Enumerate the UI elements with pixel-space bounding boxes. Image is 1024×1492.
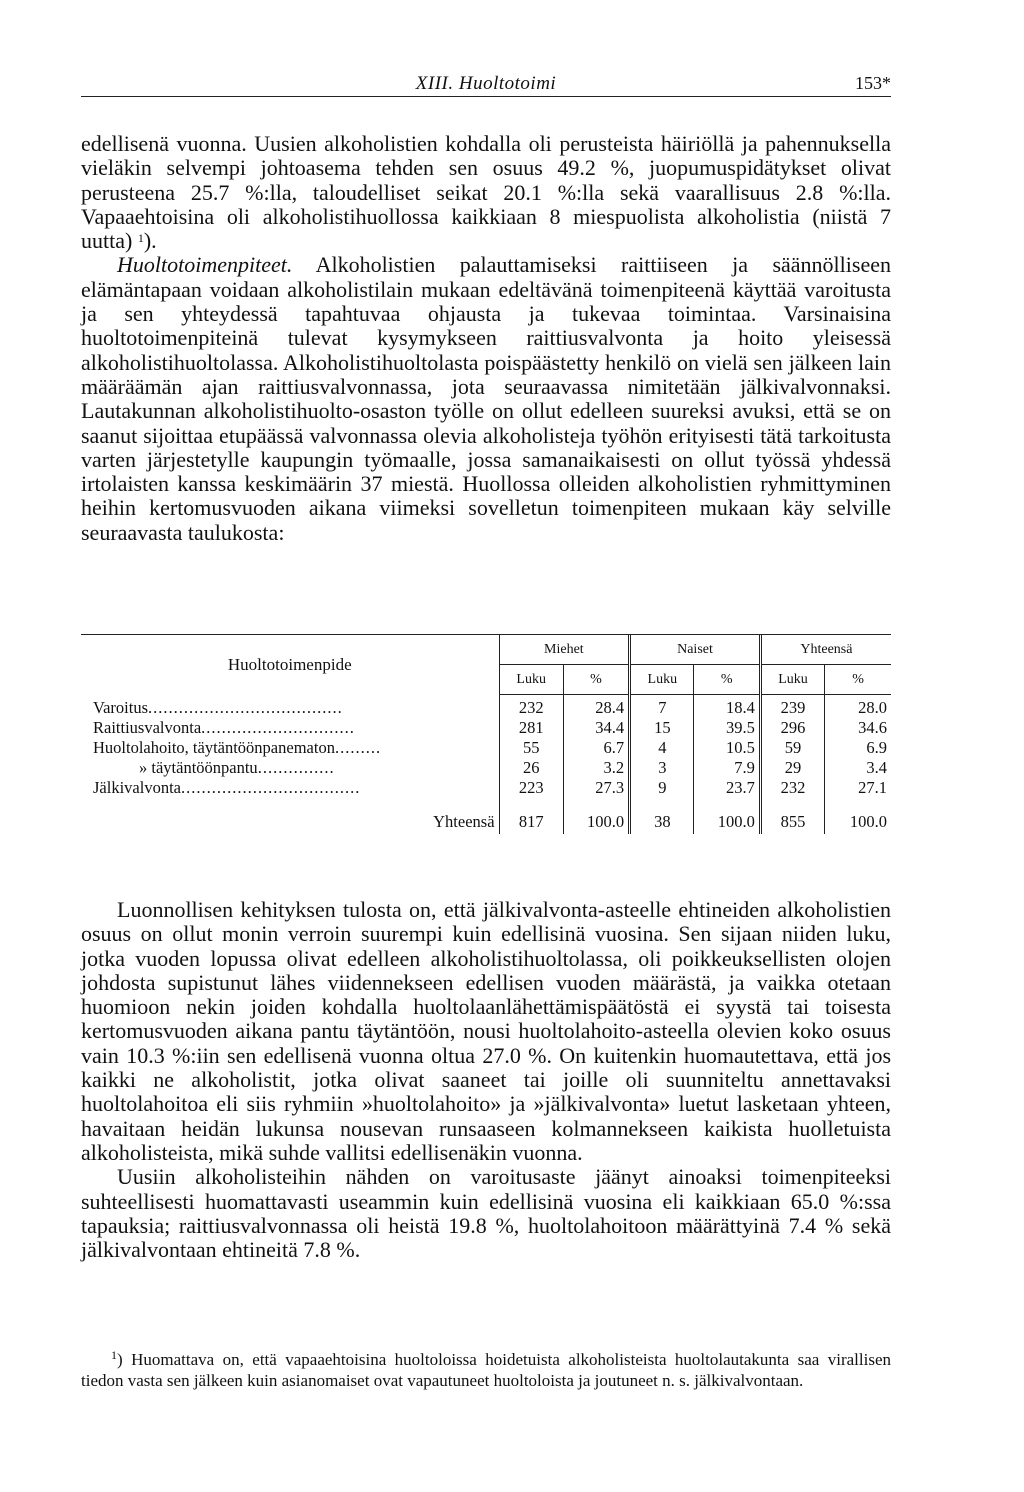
men-percent: 27.3: [563, 778, 629, 798]
row-label: Varoitus: [93, 698, 148, 717]
paragraph-1: [81, 132, 891, 253]
footnote-reference: 1: [137, 231, 144, 246]
chapter-title: XIII. Huoltotoimi: [415, 73, 557, 94]
total-count: 296: [760, 718, 824, 738]
leader-dots: .........: [334, 738, 382, 757]
men-percent: 34.4: [563, 718, 629, 738]
footnote-paragraph: [81, 1349, 891, 1391]
table-row: [81, 778, 891, 798]
table-header-men: Miehet: [499, 635, 630, 665]
measures-table: [81, 634, 891, 863]
row-label: Raittiusvalvonta: [93, 718, 202, 737]
subheader-count: Luku: [630, 665, 694, 695]
women-count: 15: [630, 718, 694, 738]
women-percent: 10.5: [694, 738, 760, 758]
total-percent: 3.4: [825, 758, 891, 778]
table-header-measure: Huoltotoimenpide: [81, 635, 499, 695]
subheader-percent: %: [825, 665, 891, 695]
men-count-total: 817: [518, 812, 544, 831]
men-percent-total: 100.0: [563, 798, 629, 834]
table-row: [81, 758, 891, 778]
lower-text-block: [81, 898, 891, 1262]
table-row: [81, 738, 891, 758]
total-count-total: 855: [760, 798, 824, 834]
subheader-percent: %: [694, 665, 760, 695]
men-count: 26: [522, 758, 540, 777]
upper-text-block: [81, 132, 891, 545]
women-percent-total: 100.0: [694, 798, 760, 834]
men-count: 223: [518, 778, 544, 797]
women-count: 4: [630, 738, 694, 758]
row-label: Jälkivalvonta: [93, 778, 181, 797]
women-percent: 7.9: [694, 758, 760, 778]
subheader-count: Luku: [499, 665, 563, 695]
total-percent-total: 100.0: [825, 798, 891, 834]
footnote-marker: 1: [111, 1348, 117, 1362]
men-percent: 28.4: [563, 695, 629, 719]
total-percent: 27.1: [825, 778, 891, 798]
subheader-percent: %: [563, 665, 629, 695]
paragraph-2: [81, 253, 891, 545]
women-percent: 39.5: [694, 718, 760, 738]
row-label: Huoltolahoito, täytäntöönpanematon: [93, 738, 335, 757]
women-count: 7: [630, 695, 694, 719]
paragraph-1-end: ).: [143, 228, 157, 254]
women-count: 9: [630, 778, 694, 798]
women-percent: 23.7: [694, 778, 760, 798]
running-head: [81, 70, 891, 97]
men-count: 281: [518, 718, 544, 737]
paragraph-3: Luonnollisen kehityksen tulosta on, että jälkivalvonta-asteelle ehtineiden alkoholistien osuus on ollut monin verroin suurempi kuin edellisinä vuosina. Sen sijaan niiden luku, jotka vuoden lopussa olivat edelleen alkoholistihuoltolassa, oli poikkeuksellisten olojen johdosta supistunut lähes viidennekseen edellisen vuoden määrästä, ja vaikka otetaan huomioon nekin joiden kohdalla huoltolaanlähettämispäätöstä ei syystä tai toisesta kertomusvuoden aikana pantu täytäntöön, nousi huoltolahoito-asteella olevien koko osuus vain 10.3 %:iin sen edellisenä vuonna oltua 27.0 %. On kuitenkin huomautettava, että jos kaikki ne alkoholistit, jotka olivat saaneet tai joille oli suunniteltu annettavaksi huoltolahoitoa eli siis ryhmiin »huoltolahoito» ja »jälkivalvonta» luetut lasketaan yhteen, havaitaan heidän lukunsa nousevan runsaaseen kolmannekseen kaikista huolletuista alkoholisteista, mikä suhde vallitsi edellisenäkin vuonna.: [81, 897, 891, 1165]
paragraph-4: Uusiin alkoholisteihin nähden on varoitusaste jäänyt ainoaksi toimenpiteeksi suhteellisesti huomattavasti useammin kuin edellisinä vuosina eli kaikkiaan 65.0 %:ssa tapauksia; raittiusvalvonnassa oli heistä 19.8 %, huoltolahoitoon määrättyinä 7.4 % sekä jälkivalvontaan ehtineitä 7.8 %.: [81, 1164, 891, 1263]
women-count: 3: [630, 758, 694, 778]
table-header-total: Yhteensä: [760, 635, 891, 665]
total-percent: 28.0: [825, 695, 891, 719]
leader-dots: ..............................: [201, 718, 355, 737]
total-label: Yhteensä: [81, 798, 499, 834]
paragraph-2-text: Alkoholistien palauttamiseksi raittiiseen ja säännölliseen elämäntapaan voidaan alkoholistilain mukaan edeltävänä toimenpiteenä käyttää varoitusta ja sen yhteydessä tapahtuvaa ohjausta ja tukevaa toimintaa. Varsinaisina huoltotoimenpiteinä tulevat kysymykseen raittiusvalvonta ja hoito yleisessä alkoholistihuoltolassa. Alkoholistihuoltolasta poispäästetty henkilö on vielä sen jälkeen lain määräämän ajan raittiusvalvonnassa, jota seuraavassa nimitetään jälkivalvonnaksi. Lautakunnan alkoholistihuolto-osaston työlle on ollut edelleen suureksi avuksi, että se on saanut sijoittaa etupäässä valvonnassa olevia alkoholisteja työhön erityisesti tätä tarkoitusta varten järjestetylle kaupungin työmaalle, jossa samanaikaisesti on ollut työssä yhdessä irtolaisten kanssa keskimäärin 37 miestä. Huollossa olleiden alkoholistien ryhmittyminen heihin kertomusvuoden aikana viimeksi sovelletun toimenpiteen mukaan käy selville seuraavasta taulukosta:: [81, 252, 891, 545]
leader-dots: ...............: [257, 758, 335, 777]
total-percent: 6.9: [825, 738, 891, 758]
table-header-women: Naiset: [630, 635, 761, 665]
men-percent: 3.2: [563, 758, 629, 778]
total-count: 239: [760, 695, 824, 719]
leader-dots: ......................................: [148, 698, 343, 717]
table-row: [81, 718, 891, 738]
footnote: [81, 1349, 891, 1391]
women-count-total: 38: [630, 798, 694, 834]
total-count: 59: [760, 738, 824, 758]
total-percent: 34.6: [825, 718, 891, 738]
page-number: 153*: [855, 73, 891, 93]
total-count: 232: [760, 778, 824, 798]
subheader-count: Luku: [760, 665, 824, 695]
paragraph-1-text: edellisenä vuonna. Uusien alkoholistien kohdalla oli perusteista häiriöllä ja pahennuksella vieläkin selvempi johtoasema tehden sen osuus 49.2 %, juopumuspidätykset olivat perusteena 25.7 %:lla, taloudelliset seikat 20.1 %:lla sekä vaarallisuus 2.8 %:lla. Vapaaehtoisina oli alkoholistihuollossa kaikkiaan 8 miespuolista alkoholistia (niistä 7 uutta): [81, 131, 891, 254]
footnote-text: ) Huomattava on, että vapaaehtoisina huoltoloissa hoidetuista alkoholisteista huoltolautakunta saa virallisen tiedon vasta sen jälkeen kuin asianomaiset ovat vapautuneet huoltoloista ja joutuneet n. s. jälkivalvontaan.: [81, 1350, 891, 1390]
row-label: » täytäntöönpantu: [139, 758, 258, 777]
men-count: 232: [518, 698, 544, 717]
men-percent: 6.7: [563, 738, 629, 758]
total-count: 29: [760, 758, 824, 778]
table-total-row: [81, 798, 891, 834]
women-percent: 18.4: [694, 695, 760, 719]
table-row: [81, 695, 891, 719]
leader-dots: ...................................: [180, 778, 361, 797]
men-count: 55: [522, 738, 540, 757]
section-heading: Huoltotoimenpiteet.: [117, 252, 293, 278]
